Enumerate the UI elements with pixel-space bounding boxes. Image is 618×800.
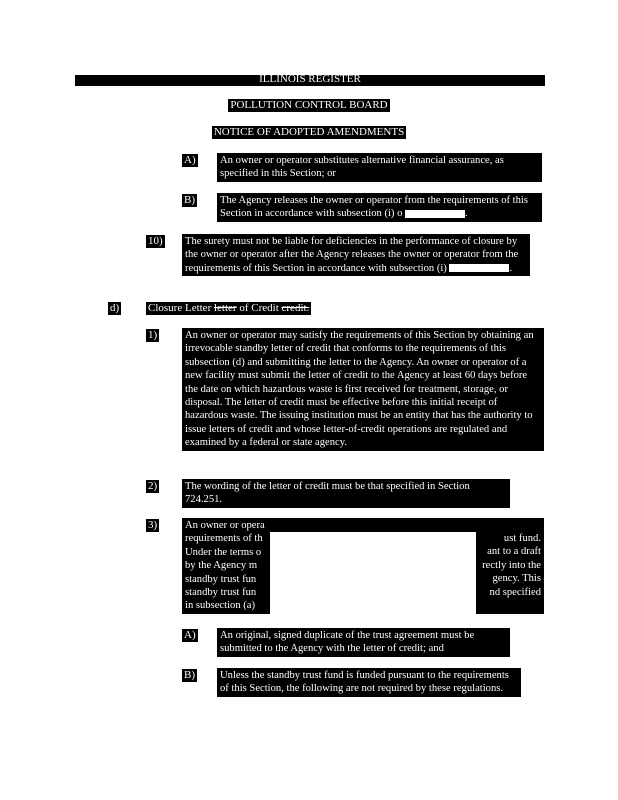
board-title: POLLUTION CONTROL BOARD [230,99,388,111]
item-3-text: An owner or opera requirements of th Under the terms o by the Agency m standby trust fun standby trust fun in subsection (a) ust fund. ant to a draft rectly into the gency. This nd specified [182,518,544,614]
item-10-label: 10) [148,235,163,247]
item-3b-text: Unless the standby trust fund is funded pursuant to the requirements of this Section, the following are not required by these regulations. [217,668,521,697]
redacted-mark [449,264,509,272]
item-3b-label: B) [184,669,195,681]
item-2-text: The wording of the letter of credit must be that specified in Section 724.251. [182,479,510,508]
item-3-label: 3) [148,519,158,531]
redacted-mark [405,210,465,218]
item-1-label: 1) [148,329,158,341]
white-overlay [270,532,476,614]
item-a-label: A) [184,154,196,166]
section-d-heading: Closure Letter letter of Credit credit. [148,302,310,314]
item-b-text: The Agency releases the owner or operator from the requirements of this Section in accordance with subsection (i) o . [217,193,542,222]
register-title: ILLINOIS REGISTER [259,73,361,85]
notice-title: NOTICE OF ADOPTED AMENDMENTS [213,126,405,138]
item-3a-label: A) [184,629,196,641]
item-2-label: 2) [148,480,158,492]
item-10-text: The surety must not be liable for deficiencies in the performance of closure by the owner or operator after the Agency releases the owner or operator from the requirements of this Section in accordance with subsection (i) . [182,234,530,276]
item-1-text: An owner or operator may satisfy the requirements of this Section by obtaining an irrevocable standby letter of credit that conforms to the requirements of this subsection (d) and submitting the letter to the Agency. An owner or operator of a new facility must submit the letter of credit to the Agency at least 60 days before the date on which hazardous waste is first received for treatment, storage, or disposal. The letter of credit must be effective before this initial receipt of hazardous waste. The issuing institution must be an entity that has the authority to issue letters of credit and whose letter-of-credit operations are regulated and examined by a federal or state agency. [182,328,544,451]
item-a-text: An owner or operator substitutes alternative financial assurance, as specified in this Section; or [217,153,542,182]
item-b-label: B) [184,194,195,206]
item-3a-text: An original, signed duplicate of the trust agreement must be submitted to the Agency with the letter of credit; and [217,628,510,657]
section-d-label: d) [110,302,120,314]
